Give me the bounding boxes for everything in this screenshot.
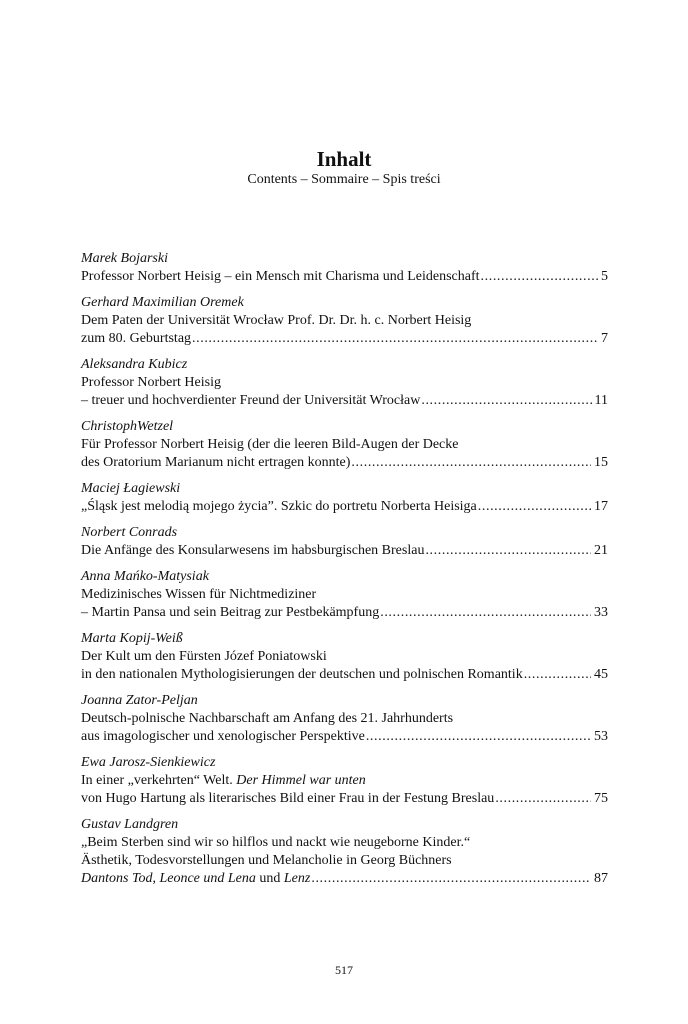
toc-entry [81,524,608,560]
entry-title-work: Der Himmel war unten [236,773,366,788]
dot-leader [421,392,591,410]
entry-title: – Martin Pansa und sein Beitrag zur Pestbekämpfung [81,605,380,620]
entry-title-line [81,728,608,746]
entry-title-line: Der Kult um den Fürsten Józef Poniatowski [81,649,327,664]
entry-title: aus imagologischer und xenologischer Perspektive [81,729,365,744]
entry-title-line: Für Professor Norbert Heisig (der die leeren Bild-Augen der Decke [81,437,459,452]
entry-title-line: „Beim Sterben sind wir so hilflos und nackt wie neugeborne Kinder.“ [81,835,471,850]
entry-title: Professor Norbert Heisig – ein Mensch mit Charisma und Leidenschaft [81,269,480,284]
dot-leader [495,790,591,808]
entry-page: 33 [594,605,608,620]
toc-entry [81,630,608,684]
entry-page: 7 [601,331,608,346]
entry-title: – treuer und hochverdienter Freund der Universität Wrocław [81,393,421,408]
toc-entry [81,418,608,472]
entry-title-line [81,498,608,516]
entry-title-work: Leonce und Lena [159,871,256,886]
toc-entry [81,754,608,808]
entry-title-line [81,268,608,286]
entry-author: Norbert Conrads [81,525,178,540]
dot-leader [311,870,591,888]
entry-title-line: Deutsch-polnische Nachbarschaft am Anfang des 21. Jahrhunderts [81,711,454,726]
entry-title: von Hugo Hartung als literarisches Bild einer Frau in der Festung Breslau [81,791,495,806]
entry-title-line: Medizinisches Wissen für Nichtmediziner [81,587,317,602]
entry-page: 21 [594,543,608,558]
entry-title-line: Professor Norbert Heisig [81,375,221,390]
entry-title-line [81,790,608,808]
entry-title-line [81,666,608,684]
entry-page: 75 [594,791,608,806]
entry-author: Gerhard Maximilian Oremek [81,295,244,310]
page-subtitle: Contents – Sommaire – Spis treści [247,172,441,187]
page-title: Inhalt [316,147,372,171]
entry-title [81,870,310,888]
entry-author: Marek Bojarski [81,251,168,266]
entry-author: Joanna Zator-Peljan [81,693,198,708]
toc-entry [81,294,608,348]
entry-title-line [81,542,608,560]
dot-leader [366,728,591,746]
dot-leader [478,498,591,516]
table-of-contents [81,250,608,896]
entry-title-part: und [255,871,284,886]
entry-title-line [81,604,608,622]
entry-title: „Śląsk jest melodią mojego życia”. Szkic do portretu Norberta Heisiga [81,499,477,514]
toc-entry [81,816,608,888]
entry-title-line [81,772,608,790]
entry-author: Aleksandra Kubicz [81,357,188,372]
dot-leader [380,604,591,622]
entry-title: in den nationalen Mythologisierungen der deutschen und polnischen Romantik [81,667,523,682]
entry-author: Marta Kopij-Weiß [81,631,183,646]
entry-page: 53 [594,729,608,744]
entry-page: 45 [594,667,608,682]
entry-page: 17 [594,499,608,514]
dot-leader [524,666,591,684]
entry-author: Anna Mańko-Matysiak [81,569,209,584]
entry-page: 15 [594,455,608,470]
dot-leader [481,268,598,286]
dot-leader [425,542,591,560]
entry-title-part: , [152,871,160,886]
entry-title-line [81,870,608,888]
entry-page: 5 [601,269,608,284]
entry-title: des Oratorium Marianum nicht ertragen konnte) [81,455,351,470]
entry-title-work: Dantons Tod [81,871,153,886]
entry-author: Ewa Jarosz-Sienkiewicz [81,755,216,770]
toc-entry [81,356,608,410]
entry-title-line: Dem Paten der Universität Wrocław Prof. Dr. Dr. h. c. Norbert Heisig [81,313,472,328]
dot-leader [192,330,598,348]
entry-title-line [81,392,608,410]
entry-author: Maciej Łagiewski [81,481,181,496]
entry-title-line [81,330,608,348]
toc-entry [81,250,608,286]
entry-title: Die Anfänge des Konsularwesens im habsburgischen Breslau [81,543,425,558]
entry-page: 11 [594,393,608,408]
entry-title-line: Ästhetik, Todesvorstellungen und Melancholie in Georg Büchners [81,853,452,868]
entry-page: 87 [594,871,608,886]
entry-title: zum 80. Geburtstag [81,331,192,346]
entry-author: Gustav Landgren [81,817,179,832]
dot-leader [351,454,591,472]
entry-title-line [81,454,608,472]
entry-title-work: Lenz [283,871,311,886]
page-number: 517 [335,963,353,977]
entry-author: ChristophWetzel [81,419,174,434]
toc-entry [81,692,608,746]
entry-title-part: In einer „verkehrten“ Welt. [81,773,237,788]
toc-entry [81,480,608,516]
toc-entry [81,568,608,622]
